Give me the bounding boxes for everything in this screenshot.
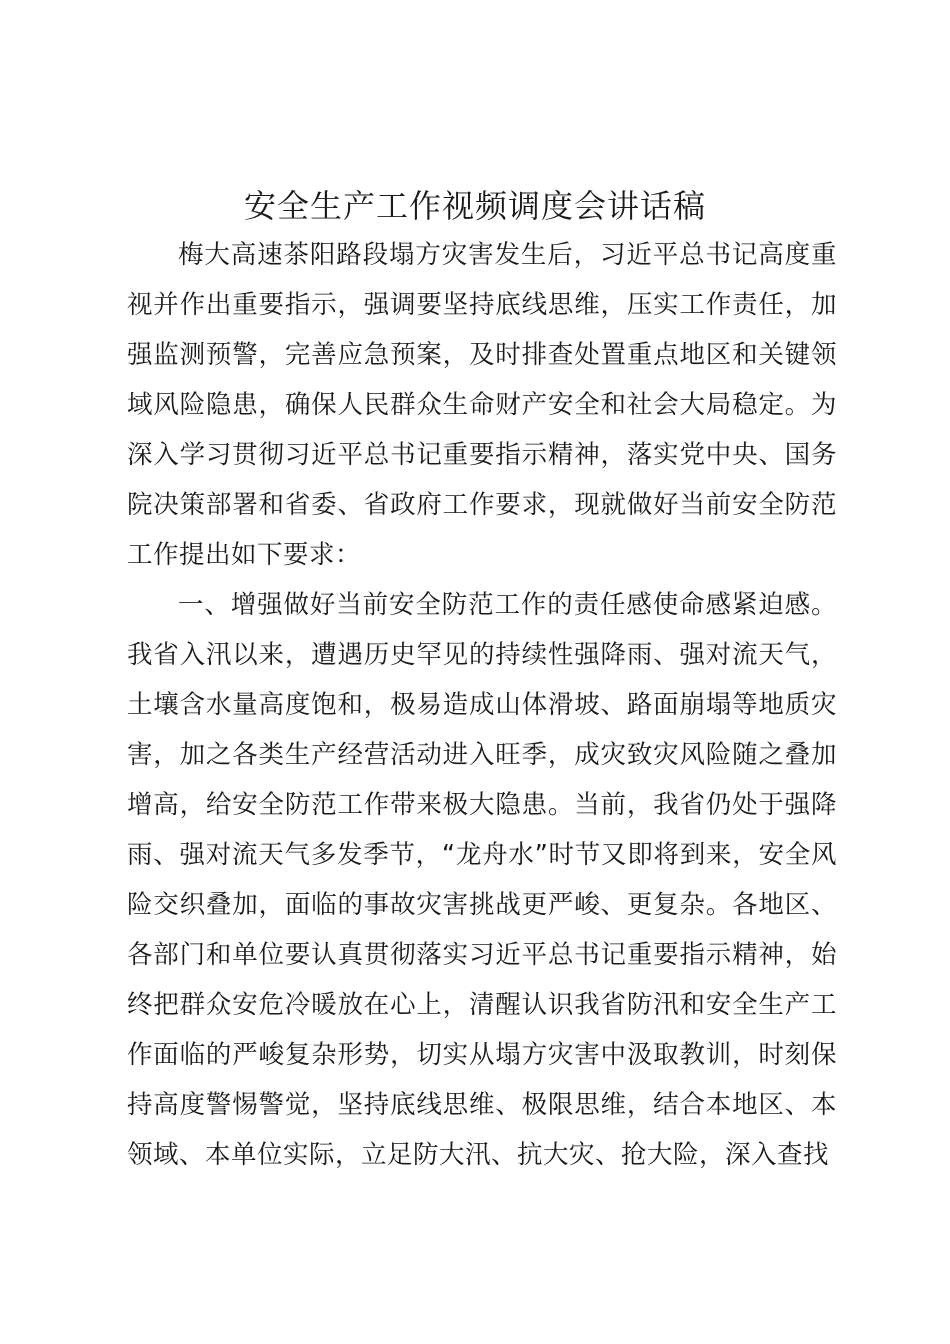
document-body xyxy=(127,230,837,1180)
paragraph-intro: 梅大高速茶阳路段塌方灾害发生后，习近平总书记高度重视并作出重要指示，强调要坚持底线思维，压实工作责任，加强监测预警，完善应急预案，及时排查处置重点地区和关键领域风险隐患，确保人民群众生命财产安全和社会大局稳定。为深入学习贯彻习近平总书记重要指示精神，落实党中央、国务院决策部署和省委、省政府工作要求，现就做好当前安全防范工作提出如下要求： xyxy=(127,240,837,570)
paragraph-section-one: 一、增强做好当前安全防范工作的责任感使命感紧迫感。我省入汛以来，遭遇历史罕见的持续性强降雨、强对流天气，土壤含水量高度饱和，极易造成山体滑坡、路面崩塌等地质灾害，加之各类生产经营活动进入旺季，成灾致灾风险随之叠加增高，给安全防范工作带来极大隐患。当前，我省仍处于强降雨、强对流天气多发季节，“龙舟水”时节又即将到来，安全风险交织叠加，面临的事故灾害挑战更严峻、更复杂。各地区、各部门和单位要认真贯彻落实习近平总书记重要指示精神，始终把群众安危冷暖放在心上，清醒认识我省防汛和安全生产工作面临的严峻复杂形势，切实从塌方灾害中汲取教训，时刻保持高度警惕警觉，坚持底线思维、极限思维，结合本地区、本领域、本单位实际，立足防大汛、抗大灾、抢大险，深入查找 xyxy=(127,590,837,1170)
document-title: 安全生产工作视频调度会讲话稿 xyxy=(243,187,706,225)
